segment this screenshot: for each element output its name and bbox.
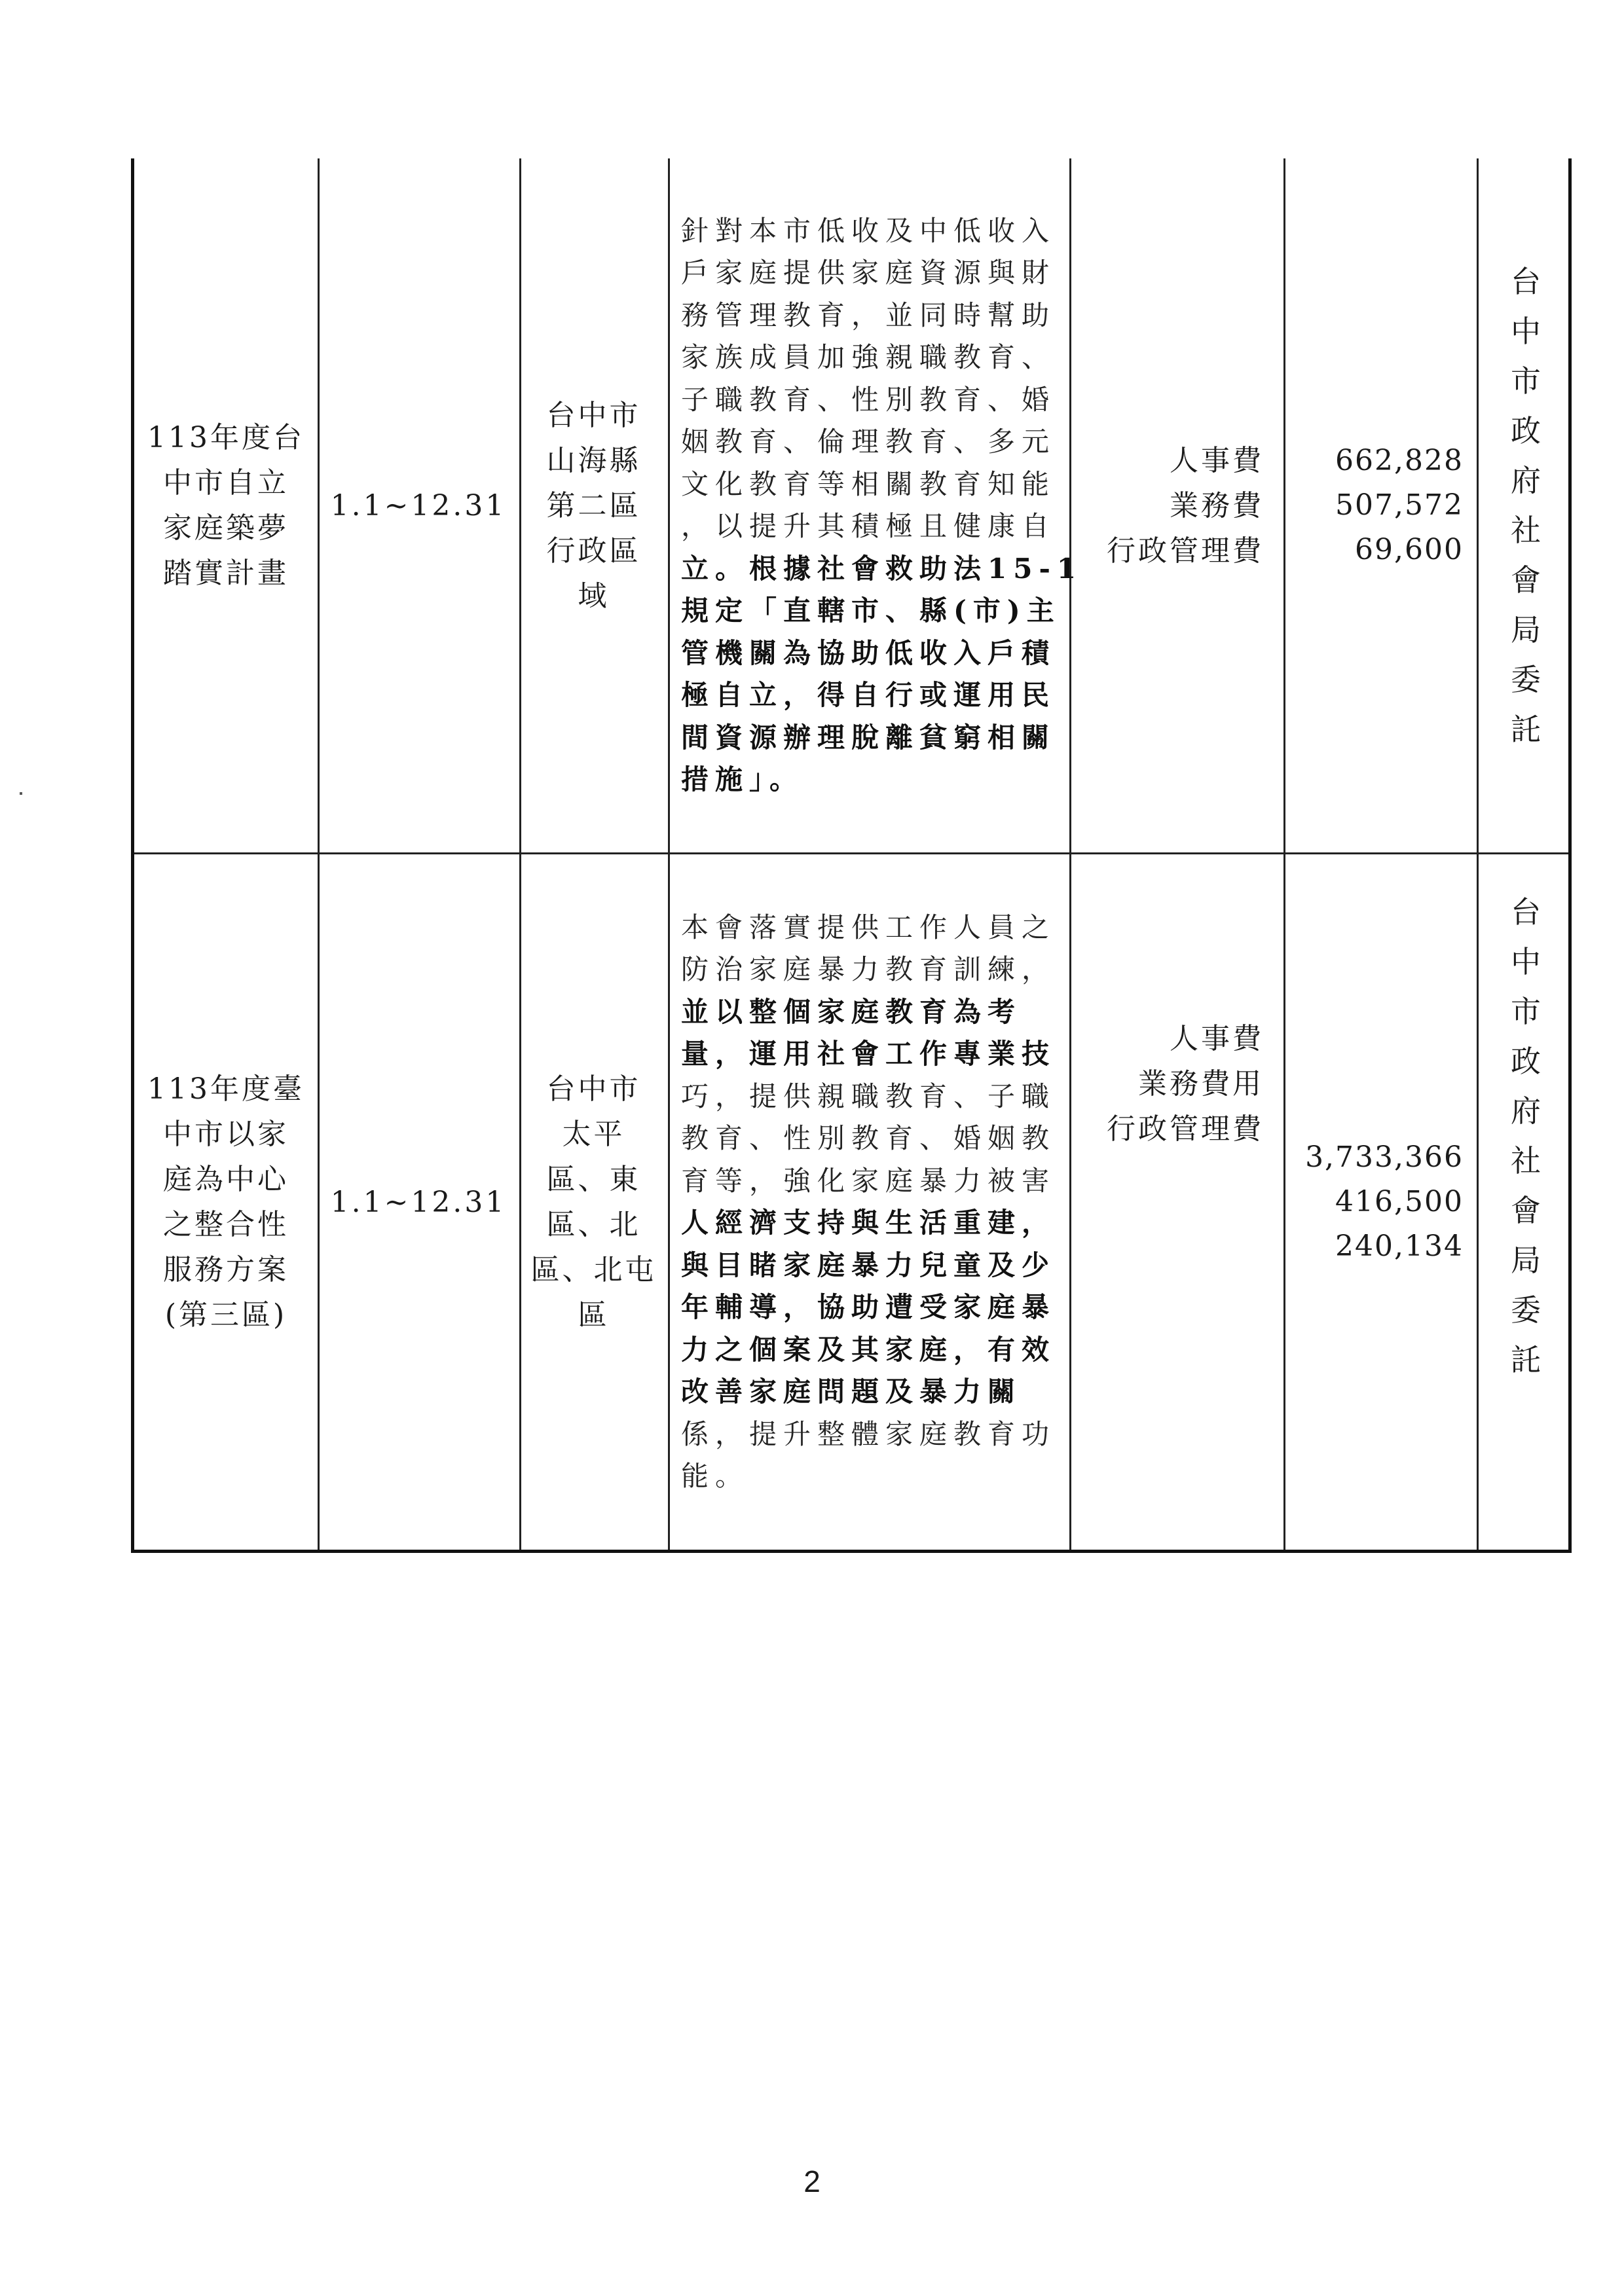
- description-line: 極自立，得自行或運用民: [681, 679, 1056, 711]
- description-line: 本會落實提供工作人員之: [681, 911, 1056, 943]
- plan-name: 113年度台 中市自立 家庭築夢 踏實計畫: [147, 421, 304, 590]
- agency-char: 委: [1511, 662, 1541, 697]
- table-cell-description: [668, 158, 1083, 852]
- description-line: 管機關為協助低收入戶積: [681, 636, 1056, 669]
- description-line: 規定「直轄市、縣(市)主: [681, 594, 1061, 627]
- expense-items: 人事費 業務費 行政管理費: [1107, 443, 1264, 568]
- description-line: 戶家庭提供家庭資源與財: [681, 257, 1056, 289]
- agency-char: 局: [1511, 1243, 1541, 1278]
- description-line: 年輔導，協助遭受家庭暴: [681, 1291, 1056, 1323]
- plan-description: [681, 210, 1082, 801]
- description-line: 立。根據社會救助法15-1: [681, 552, 1083, 585]
- table-cell-amounts: [1283, 158, 1477, 852]
- plan-description: [681, 907, 1056, 1498]
- description-line: 措施」。: [681, 763, 804, 795]
- table-cell-agency: [1477, 158, 1575, 852]
- description-line: 並以整個家庭教育為考: [681, 995, 1022, 1028]
- table-cell-agency: [1477, 854, 1575, 1417]
- agency-char: 市: [1511, 994, 1541, 1029]
- plan-period: 1.1~12.31: [330, 488, 507, 522]
- description-line: 姻教育、倫理教育、多元: [681, 426, 1056, 458]
- table-cell-period: [318, 158, 519, 852]
- description-line: 文化教育等相關教育知能: [681, 467, 1056, 500]
- description-line: 育等，強化家庭暴力被害: [681, 1164, 1056, 1197]
- agency-char: 會: [1511, 562, 1541, 598]
- agency-char: 社: [1511, 513, 1541, 548]
- description-line: 人經濟支持與生活重建，: [681, 1207, 1056, 1239]
- table-cell-expense-items: [1069, 158, 1283, 852]
- description-line: 與目睹家庭暴力兒童及少: [681, 1248, 1056, 1281]
- plan-name: 113年度臺 中市以家 庭為中心 之整合性 服務方案 (第三區): [147, 1072, 304, 1332]
- commissioning-agency: [1511, 887, 1541, 1385]
- description-line: 家族成員加強親職教育、: [681, 341, 1056, 373]
- agency-char: 託: [1511, 712, 1541, 747]
- agency-char: 市: [1511, 363, 1541, 399]
- agency-char: 中: [1511, 314, 1541, 349]
- expense-items: 人事費 業務費用 行政管理費: [1107, 1021, 1264, 1146]
- description-line: 務管理教育，並同時幫助: [681, 299, 1056, 331]
- agency-char: 府: [1511, 463, 1541, 498]
- table-cell-area: [519, 854, 668, 1550]
- table-cell-plan-name: [134, 854, 318, 1550]
- expense-amounts: 662,828 507,572 69,600: [1335, 444, 1464, 566]
- service-area: 台中市 太平 區、東 區、北 區、北屯 區: [530, 1072, 657, 1332]
- description-line: 教育、性別教育、婚姻教: [681, 1122, 1056, 1154]
- service-area: 台中市 山海縣 第二區 行政區 域: [546, 398, 641, 613]
- description-line: 子職教育、性別教育、婚: [681, 383, 1056, 416]
- expense-amounts: 3,733,366 416,500 240,134: [1305, 1140, 1464, 1263]
- description-line: 間資源辦理脫離貧窮相關: [681, 721, 1056, 754]
- commissioning-agency: [1511, 257, 1541, 754]
- plan-period: 1.1~12.31: [330, 1185, 507, 1219]
- agency-char: 會: [1511, 1193, 1541, 1228]
- description-line: 量，運用社會工作專業技: [681, 1038, 1056, 1070]
- agency-char: 台: [1511, 264, 1541, 299]
- agency-char: 社: [1511, 1143, 1541, 1178]
- description-line: 能。: [681, 1460, 750, 1492]
- agency-char: 委: [1511, 1292, 1541, 1328]
- agency-char: 局: [1511, 612, 1541, 647]
- table-cell-period: [318, 854, 519, 1550]
- table-cell-plan-name: [134, 158, 318, 852]
- description-line: 防治家庭暴力教育訓練，: [681, 953, 1056, 985]
- page-number: 2: [803, 2164, 821, 2198]
- description-line: 針對本市低收及中低收入: [681, 214, 1056, 247]
- description-line: 巧，提供親職教育、子職: [681, 1080, 1056, 1112]
- table-cell-area: [519, 158, 668, 852]
- agency-char: 中: [1511, 944, 1541, 979]
- table-cell-description: [668, 854, 1069, 1550]
- plan-table: [131, 158, 1572, 1553]
- description-line: 係，提升整體家庭教育功: [681, 1417, 1056, 1450]
- agency-char: 託: [1511, 1342, 1541, 1377]
- description-line: 力之個案及其家庭，有效: [681, 1333, 1056, 1366]
- description-line: 改善家庭問題及暴力關: [681, 1376, 1022, 1408]
- agency-char: 政: [1511, 413, 1541, 448]
- agency-char: 府: [1511, 1093, 1541, 1129]
- scan-speck: [20, 792, 22, 795]
- agency-char: 政: [1511, 1044, 1541, 1079]
- agency-char: 台: [1511, 894, 1541, 930]
- description-line: ，以提升其積極且健康自: [681, 510, 1056, 542]
- table-cell-amounts: [1283, 854, 1477, 1550]
- table-cell-expense-items: [1069, 854, 1283, 1313]
